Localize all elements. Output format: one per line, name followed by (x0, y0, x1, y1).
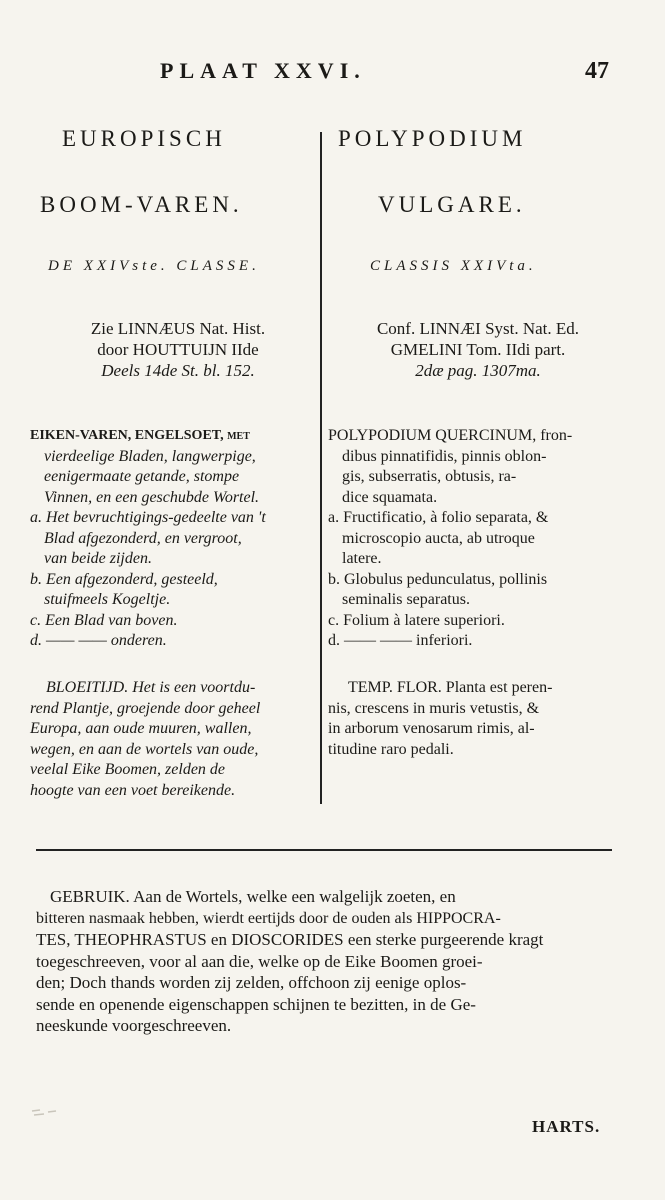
right-desc-line: dice squamata. (342, 488, 438, 506)
gebruik-line: sende en openende eigenschappen schijnen te bezitten, in de Ge- (36, 994, 476, 1014)
left-reference (38, 318, 318, 381)
gebruik-line: bitteren nasmaak hebben, wierdt eertijds door de ouden als HIPPOCRA- (36, 909, 501, 927)
right-ref-line: 2dæ pag. 1307ma. (415, 361, 541, 380)
left-description (30, 426, 320, 652)
gebruik-line: neeskunde voorgeschreeven. (36, 1016, 232, 1035)
left-desc-line: vierdeelige Bladen, langwerpige, (44, 447, 256, 465)
right-desc-line: POLYPODIUM QUERCINUM, fron- (328, 427, 573, 444)
left-desc-line: van beide zijden. (44, 550, 152, 567)
right-desc-line: d. —— —— inferiori. (328, 632, 473, 649)
left-desc-line: d. —— —— onderen. (30, 632, 167, 649)
right-temp-line: nis, crescens in muris vetustis, & (328, 699, 540, 717)
left-bloei-line: veelal Eike Boomen, zelden de (30, 761, 226, 778)
left-desc-line: EIKEN-VAREN, ENGELSOET, met (30, 428, 250, 443)
left-bloei-line: rend Plantje, groejende door geheel (30, 699, 261, 717)
right-desc-line: dibus pinnatifidis, pinnis oblon- (342, 447, 547, 465)
column-divider (320, 132, 322, 804)
right-temp-line: in arborum venosarum rimis, al- (328, 720, 535, 737)
gebruik-line: den; Doch thands worden zij zelden, offchoon zij eenige oplos- (36, 973, 467, 992)
right-temp-flor (328, 678, 628, 760)
right-desc-line: c. Folium à latere superiori. (328, 611, 505, 629)
right-temp-line: titudine raro pedali. (328, 740, 454, 758)
left-title-line-2: BOOM-VAREN. (40, 192, 243, 217)
left-bloei-line: BLOEITIJD. Het is een voortdu- (46, 679, 256, 696)
left-classe: DE XXIVste. CLASSE. (48, 258, 260, 274)
scan-smudge-mark (30, 1107, 60, 1119)
left-title-line-1: EUROPISCH (62, 126, 226, 151)
left-bloei-line: hoogte van een voet bereikende. (30, 781, 236, 799)
right-desc-line: latere. (342, 550, 382, 567)
right-temp-line: TEMP. FLOR. Planta est peren- (348, 679, 553, 696)
left-desc-line: eenigermaate getande, stompe (44, 468, 240, 485)
left-bloei-line: wegen, en aan de wortels van oude, (30, 740, 259, 758)
horizontal-rule (36, 849, 612, 851)
right-reference (330, 318, 626, 381)
left-ref-line: Zie LINNÆUS Nat. Hist. (90, 319, 266, 338)
gebruik-paragraph (36, 886, 616, 1037)
gebruik-line: GEBRUIK. Aan de Wortels, welke een walgelijk zoeten, en (50, 887, 456, 906)
right-ref-line: GMELINI Tom. IIdi part. (390, 340, 566, 359)
left-desc-line: b. Een afgezonderd, gesteeld, (30, 570, 218, 588)
left-desc-line: stuifmeels Kogeltje. (44, 591, 171, 608)
gebruik-line: toegeschreeven, voor al aan die, welke op de Eike Boomen groei- (36, 951, 483, 971)
left-desc-line: Vinnen, en een geschubde Wortel. (44, 488, 260, 506)
right-desc-line: seminalis separatus. (342, 591, 470, 608)
right-desc-line: b. Globulus pedunculatus, pollinis (328, 570, 548, 588)
left-ref-line: door HOUTTUIJN IIde (97, 340, 259, 359)
left-desc-line: a. Het bevruchtigings-gedeelte van 't (30, 509, 266, 526)
gebruik-line: TES, THEOPHRASTUS en DIOSCORIDES een sterke purgeerende kragt (36, 930, 544, 949)
right-description (328, 426, 628, 652)
left-ref-line: Deels 14de St. bl. 152. (101, 361, 255, 380)
right-title-line-1: POLYPODIUM (338, 126, 527, 151)
right-classis: CLASSIS XXIVta. (370, 258, 537, 274)
right-ref-line: Conf. LINNÆI Syst. Nat. Ed. (376, 319, 580, 338)
left-bloeitijd (30, 678, 320, 801)
left-desc-line: c. Een Blad van boven. (30, 611, 178, 629)
left-desc-line: Blad afgezonderd, en vergroot, (44, 529, 242, 547)
plate-title: PLAAT XXVI. (160, 58, 366, 83)
left-bloei-line: Europa, aan oude muuren, wallen, (30, 720, 252, 737)
right-desc-line: microscopio aucta, ab utroque (342, 529, 535, 547)
right-desc-line: gis, subserratis, obtusis, ra- (342, 468, 517, 485)
catchword: HARTS. (532, 1117, 601, 1136)
right-title-line-2: VULGARE. (378, 192, 526, 217)
right-desc-line: a. Fructificatio, à folio separata, & (328, 509, 549, 526)
page-number: 47 (585, 58, 609, 84)
